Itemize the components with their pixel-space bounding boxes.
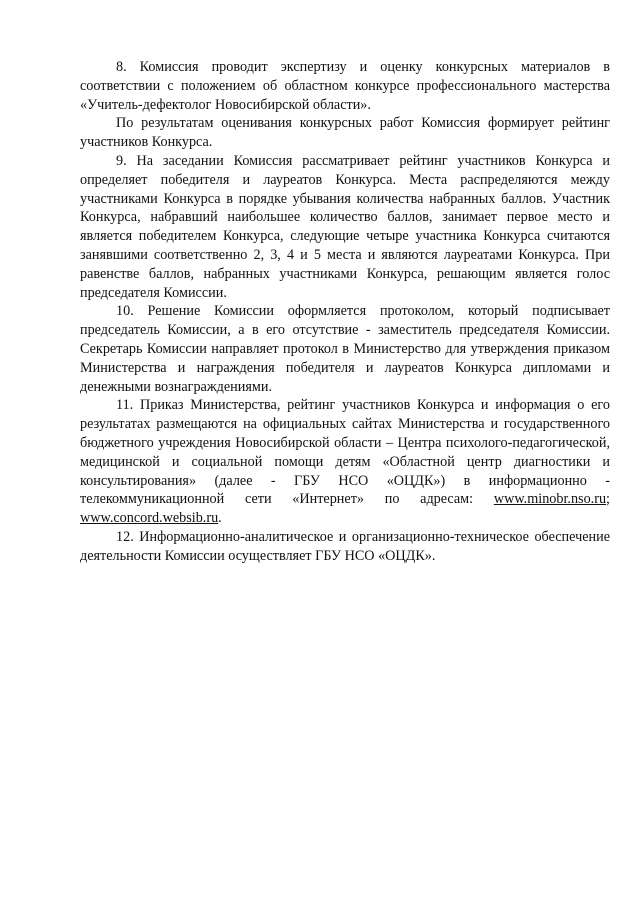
paragraph-8: 8. Комиссия проводит экспертизу и оценку конкурсных материалов в соответствии с положением об областном конкурсе профессионального мастерства «Учитель-дефектолог Новосибирской области». [80,59,610,113]
paragraph-9: 9. На заседании Комиссия рассматривает рейтинг участников Конкурса и определяет победителя и лауреатов Конкурса. Места распределяются между участниками Конкурса в порядке убывания количества набранных баллов. Участник Конкурса, набравший наибольшее количество баллов, занимает первое место и является победителем Конкурса, следующие четыре участника Конкурса считаются занявшими соответственно 2, 3, 4 и 5 места и являются лауреатами Конкурса. При равенстве баллов, набранных участниками Конкурса, решающим является голос председателя Комиссии. [80,152,610,301]
paragraph-11-text: 11. Приказ Министерства, рейтинг участников Конкурса и информация о его результатах размещаются на официальных сайтах Министерства и государственного бюджетного учреждения Новосибирской области – Центра психолого-педагогической, медицинской и социальной помощи детям «Областной центр диагностики и консультирования» (далее - ГБУ НСО «ОЦДК») в информационно - телекоммуникационной сети «Интернет» по адресам: [80,397,610,508]
paragraph-11 [80,396,610,528]
link-separator: ; [606,491,610,508]
link-minobr[interactable]: www.minobr.nso.ru [493,491,607,508]
paragraph-10: 10. Решение Комиссии оформляется протоколом, который подписывает председатель Комиссии, а в его отсутствие - заместитель председателя Комиссии. Секретарь Комиссии направляет протокол в Министерство для утверждения приказом Министерства и награждения победителя и лауреатов Конкурса дипломами и денежными вознаграждениями. [80,303,610,395]
paragraph-11-end: . [218,510,222,527]
paragraph-8-results: По результатам оценивания конкурсных работ Комиссия формирует рейтинг участников Конкурса. [80,115,610,151]
document-page [80,58,610,566]
paragraph-12: 12. Информационно-аналитическое и организационно-техническое обеспечение деятельности Комиссии осуществляет ГБУ НСО «ОЦДК». [80,528,610,564]
link-concord[interactable]: www.concord.websib.ru [80,510,219,527]
